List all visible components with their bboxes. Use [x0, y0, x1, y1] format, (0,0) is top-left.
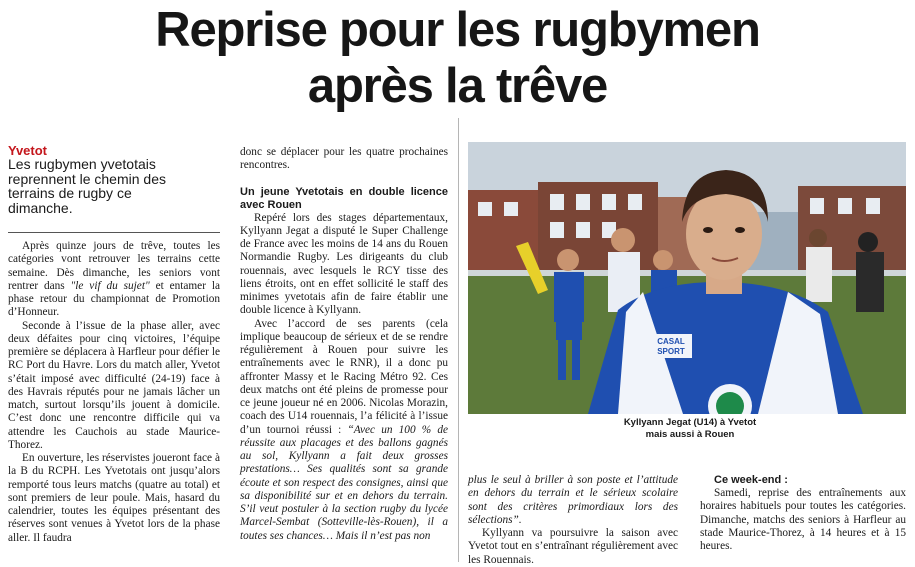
column-divider — [458, 118, 459, 562]
chapeau-divider — [8, 232, 220, 233]
paragraph-first-team: Seconde à l’issue de la phase aller, avec deux défaites pour cinq victoires, l’équipe première se déplacera à Harfleur pour défier le RC Port du Havre. Lors du match aller, Yvetot s’était imposé avec difficulté (24-19) face à des Havrais réputés pour ne jamais lâcher un match, surtout lorsqu’ils jouent à domicile. C’est donc une rencontre difficile qui va attendre les Cauchois au stade Maurice-Thorez. — [8, 319, 220, 451]
paragraph-continuation: donc se déplacer pour les quatre prochaines rencontres. — [240, 146, 448, 172]
player-photo — [468, 142, 906, 414]
shirt-badge-line-1: CASAL — [657, 337, 685, 346]
headline-line-2: après la trêve — [307, 59, 608, 113]
photo-caption: Kyllyann Jegat (U14) à Yvetot mais aussi à Rouen — [623, 417, 757, 440]
player-photo-illustration — [468, 142, 906, 414]
paragraph-quote-end: plus le seul à briller à son poste et l’attitude en dehors du terrain et le sérieux scolaire sont des critères primordiaux lors des sélections”. — [468, 474, 678, 526]
paragraph-intro: Après quinze jours de trêve, toutes les catégories vont retrouver les terrains cette semaine. Dès dimanche, les seniors vont rentrer dans "le vif du sujet" et entamer la phase retour du championnat de Promotion d’Honneur. — [8, 240, 220, 319]
article-column-2 — [240, 146, 448, 543]
shirt-badge-line-2: SPORT — [657, 347, 685, 356]
article-column-4 — [700, 474, 906, 553]
paragraph-kyllyann: Repéré lors des stages départementaux, Kyllyann Jegat a disputé le Super Challenge de France avec les moins de 14 ans du Rouen Normandie Rugby. Les dirigeants du club rouennais, avec lesquels le RCY tisse des liens étroits, ont en effet sollicité le staff des minimes yvetotais afin de faire établir une double licence à Kyllyann. — [240, 211, 448, 317]
article-column-3 — [468, 474, 678, 567]
paragraph-season: Kyllyann va poursuivre la saison avec Yvetot tout en s’entraînant régulièrement avec les Rouennais. — [468, 527, 678, 566]
article-column-1 — [8, 240, 220, 545]
paragraph-reserves: En ouverture, les réservistes joueront face à la B du RCPH. Les Yvetotais ont jusqu’alors remporté tous leurs matchs (quatre au total) et sont premiers de leur poule. Mais, hasard du calendrier, toutes les équipes présentant des réserves sont venues à Yvetot lors de la phase aller. Il faudra — [8, 452, 220, 544]
subhead-double-licence: Un jeune Yvetotais en double licence avec Rouen — [240, 185, 448, 211]
chapeau: Les rugbymen yvetotais reprennent le chemin des terrains de rugby ce dimanche. — [8, 156, 166, 216]
paragraph-quote: Avec l’accord de ses parents (cela implique beaucoup de sérieux et de se rendre régulièrement à Rouen pour suivre les entraînements avec le RNR), il a donc pu affronter Massy et le Racing Métro 92. Ces deux matchs ont été pleins de promesse pour ce jeune joueur né en 2006. Nicolas Morazin, coach des U14 rouennais, l’a félicité à l’issue d’un tournoi réussi : “Avec un 100 % de réussite aux placages et des ballons gagnés au sol, Kyllyann a fait deux grosses prestations… Ses qualités sont sa grande écoute et son respect des consignes, ainsi que sa disponibilité sur et en dehors du terrain. S’il veut postuler à la section rugby du lycée Marcel-Sembat (Sotteville-lès-Rouen), il a toutes ses chances… Mais il n’est pas non — [240, 317, 448, 542]
paragraph-weekend: Samedi, reprise des entraînements aux horaires habituels pour toutes les catégories. Dimanche, matchs des seniors à Harfleur au stade Maurice-Thorez, à 14 heures et à 15 heures. — [700, 487, 906, 552]
subhead-weekend: Ce week-end : — [714, 474, 788, 486]
headline — [0, 2, 915, 114]
kicker-location: Yvetot — [8, 143, 48, 158]
headline-line-1: Reprise pour les rugbymen — [155, 3, 760, 57]
